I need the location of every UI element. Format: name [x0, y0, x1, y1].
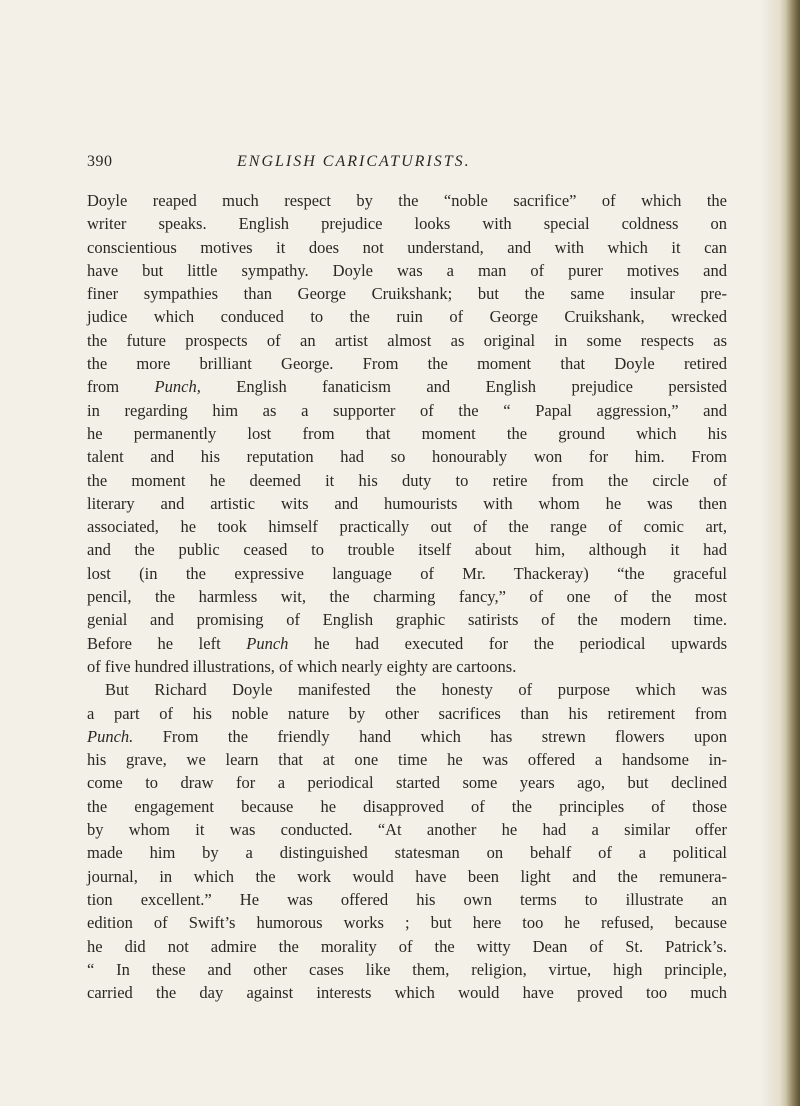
body-text	[87, 189, 727, 1004]
page-edge	[778, 0, 800, 1106]
text-line: the future prospects of an artist almost as original in some respects as	[87, 330, 727, 350]
text-fragment: he had executed for the periodical upwards	[314, 633, 727, 653]
text-line: But Richard Doyle manifested the honesty of purpose which was	[105, 680, 727, 700]
text-line: the engagement because he disapproved of the principles of those	[87, 796, 727, 816]
text-line	[87, 375, 727, 398]
text-line: of five hundred illustrations, of which nearly eighty are cartoons.	[87, 656, 517, 676]
text-line	[87, 725, 727, 748]
text-line: literary and artistic wits and humourists with whom he was then	[87, 493, 727, 513]
page-edge-shade	[760, 0, 778, 1106]
text-line: conscientious motives it does not understand, and with which it can	[87, 237, 727, 257]
text-line: he did not admire the morality of the witty Dean of St. Patrick’s.	[87, 936, 727, 956]
text-line: talent and his reputation had so honourably won for him. From	[87, 447, 727, 467]
text-line: a part of his noble nature by other sacrifices than his retirement from	[87, 703, 727, 723]
text-line: edition of Swift’s humorous works ; but here too he refused, because	[87, 913, 727, 933]
text-line: “ In these and other cases like them, religion, virtue, high principle,	[87, 959, 727, 979]
text-line	[87, 632, 727, 655]
text-line: associated, he took himself practically out of the range of comic art,	[87, 517, 727, 537]
text-fragment: From the friendly hand which has strewn flowers upon	[162, 726, 728, 746]
text-line: writer speaks. English prejudice looks with special coldness on	[87, 214, 727, 234]
italic-title-punch: Punch,	[154, 377, 201, 397]
running-head: ENGLISH CARICATURISTS.	[237, 153, 471, 170]
text-fragment: Before he left	[87, 633, 221, 653]
text-line: come to draw for a periodical started some years ago, but declined	[87, 773, 727, 793]
text-line: pencil, the harmless wit, the charming fancy,” of one of the most	[87, 587, 727, 607]
text-line: lost (in the expressive language of Mr. Thackeray) “the graceful	[87, 563, 727, 583]
text-line: judice which conduced to the ruin of George Cruikshank, wrecked	[87, 307, 727, 327]
page-number: 390	[87, 153, 113, 170]
text-line: his grave, we learn that at one time he was offered a handsome in-	[87, 750, 727, 770]
text-line: tion excellent.” He was offered his own terms to illustrate an	[87, 889, 727, 909]
text-line: made him by a distinguished statesman on behalf of a political	[87, 843, 727, 863]
text-line: Doyle reaped much respect by the “noble sacrifice” of which the	[87, 191, 727, 210]
text-line: the more brilliant George. From the moment that Doyle retired	[87, 354, 727, 374]
text-fragment: from	[87, 377, 120, 397]
page-header	[87, 153, 735, 177]
text-line: finer sympathies than George Cruikshank; but the same insular pre-	[87, 284, 727, 304]
text-line: carried the day against interests which would have proved too much	[87, 983, 727, 1003]
text-line: the moment he deemed it his duty to retire from the circle of	[87, 470, 727, 490]
text-line: journal, in which the work would have been light and the remunera-	[87, 866, 727, 886]
text-line: and the public ceased to trouble itself about him, although it had	[87, 540, 727, 560]
italic-title-punch: Punch	[246, 633, 289, 653]
text-line: have but little sympathy. Doyle was a man of purer motives and	[87, 260, 727, 280]
text-line: by whom it was conducted. “At another he had a similar offer	[87, 820, 727, 840]
italic-title-punch: Punch.	[87, 726, 134, 746]
text-line: he permanently lost from that moment the ground which his	[87, 423, 727, 443]
text-line: in regarding him as a supporter of the “ Papal aggression,” and	[87, 400, 727, 420]
text-fragment: English fanaticism and English prejudice persisted	[236, 377, 728, 397]
text-line: genial and promising of English graphic satirists of the modern time.	[87, 610, 727, 630]
